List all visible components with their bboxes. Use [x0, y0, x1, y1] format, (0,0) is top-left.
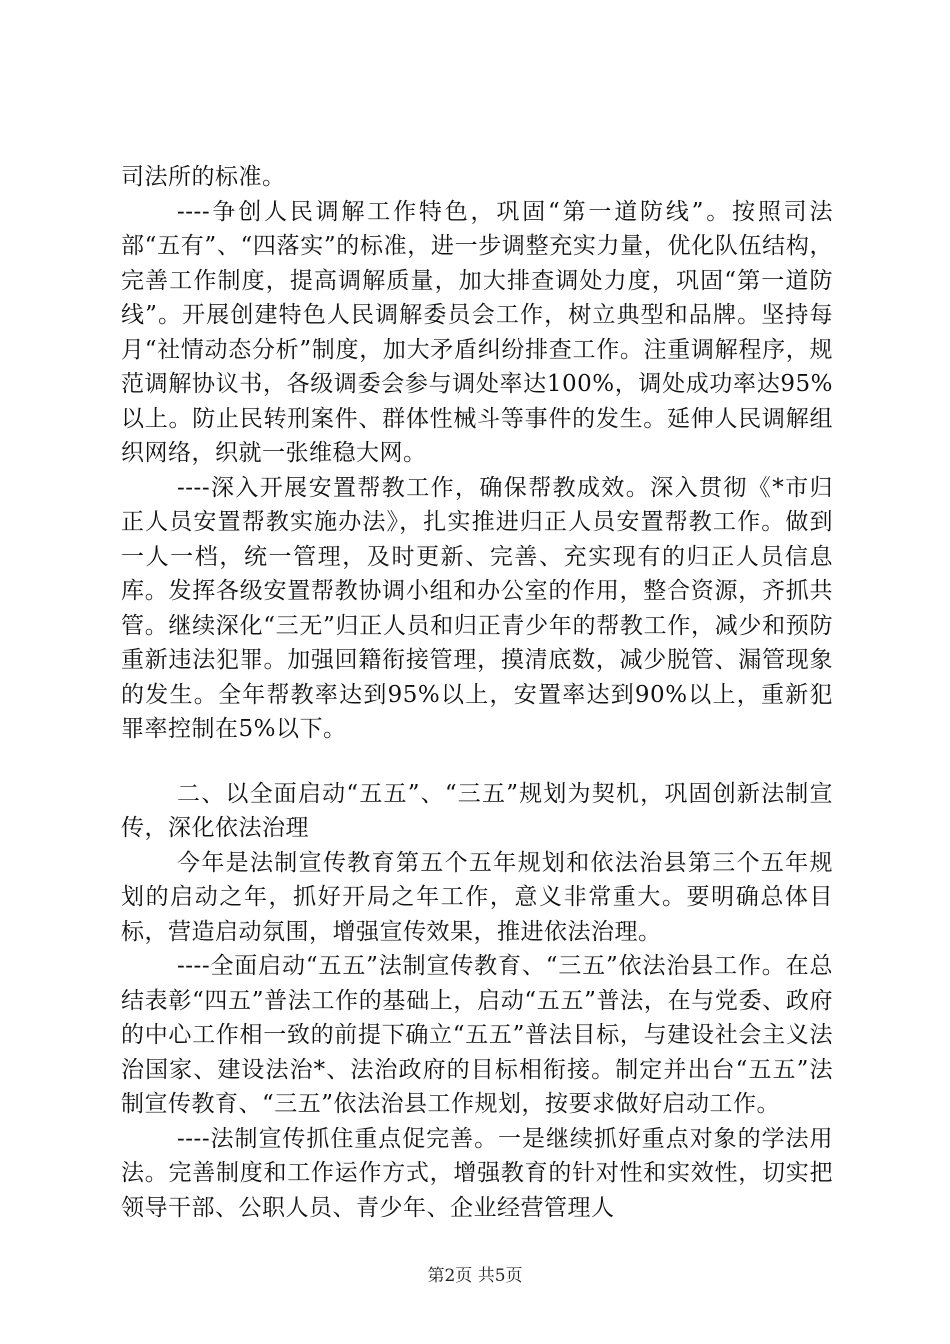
paragraph-mediation: ----争创人民调解工作特色，巩固“第一道防线”。按照司法部“五有”、“四落实”的标准，进一步调整充实力量，优化队伍结构，完善工作制度，提高调解质量，加大排查调处力度，巩固“第一道防线”。开展创建特色人民调解委员会工作，树立典型和品牌。坚持每月“社情动态分析”制度，加大矛盾纠纷排查工作。注重调解程序，规范调解协议书，各级调委会参与调处率达100%，调处成功率达95%以上。防止民转刑案件、群体性械斗等事件的发生。延伸人民调解组织网络，织就一张维稳大网。: [121, 198, 833, 466]
paragraph-legal-publicity: ----法制宣传抓住重点促完善。一是继续抓好重点对象的学法用法。完善制度和工作运作方式，增强教育的针对性和实效性，切实把领导干部、公职人员、青少年、企业经营管理人: [121, 1125, 833, 1221]
page-number-footer: 第2页 共5页: [427, 1266, 523, 1286]
section-heading: 二、以全面启动“五五”、“三五”规划为契机，巩固创新法制宣传，深化依法治理: [121, 780, 833, 841]
paragraph-intro: 今年是法制宣传教育第五个五年规划和依法治县第三个五年规划的启动之年，抓好开局之年工作，意义非常重大。要明确总体目标，营造启动氛围，增强宣传效果，推进依法治理。: [121, 849, 833, 945]
paragraph-continuation: 司法所的标准。: [121, 164, 286, 190]
paragraph-resettlement: ----深入开展安置帮教工作，确保帮教成效。深入贯彻《*市归正人员安置帮教实施办法》，扎实推进归正人员安置帮教工作。做到一人一档，统一管理，及时更新、完善、充实现有的归正人员信息库。发挥各级安置帮教协调小组和办公室的作用，整合资源，齐抓共管。继续深化“三无”归正人员和归正青少年的帮教工作，减少和预防重新违法犯罪。加强回籍衔接管理，摸清底数，减少脱管、漏管现象的发生。全年帮教率达到95%以上，安置率达到90%以上，重新犯罪率控制在5%以下。: [121, 474, 833, 742]
document-body: [121, 160, 833, 1225]
paragraph-launch-plan: ----全面启动“五五”法制宣传教育、“三五”依法治县工作。在总结表彰“四五”普法工作的基础上，启动“五五”普法，在与党委、政府的中心工作相一致的前提下确立“五五”普法目标，与建设社会主义法治国家、建设法治*、法治政府的目标相衔接。制定并出台“五五”法制宣传教育、“三五”依法治县工作规划，按要求做好启动工作。: [121, 953, 833, 1117]
